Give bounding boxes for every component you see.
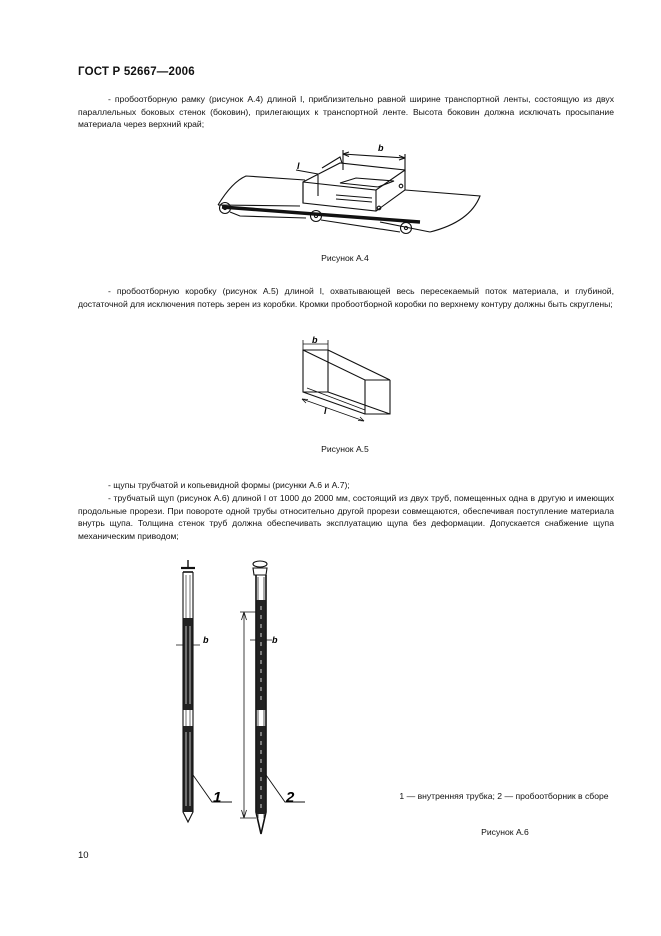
paragraph-box: - пробоотборную коробку (рисунок А.5) длиной l, охватывающей весь пересекаемый поток материала, и глубиной, достаточной для исключения потерь зерен из коробки. Кромки пробоотборной коробки по верхнему контуру должны быть скруглены; bbox=[78, 286, 614, 309]
figure-a6-label-1: 1 bbox=[213, 789, 222, 806]
page-number: 10 bbox=[78, 850, 89, 861]
figure-a5-label-b: b bbox=[312, 335, 318, 345]
figure-a5-caption: Рисунок А.5 bbox=[321, 444, 369, 454]
figure-a5-label-l: l bbox=[324, 406, 327, 416]
figure-a4-caption: Рисунок А.4 bbox=[321, 253, 369, 263]
figure-a6-legend: 1 — внутренняя трубка; 2 — пробоотборник в сборе bbox=[399, 791, 609, 801]
figure-a6-caption: Рисунок А.6 bbox=[481, 827, 529, 837]
paragraph-probes: - щупы трубчатой и копьевидной формы (рисунки А.6 и А.7); bbox=[108, 480, 350, 490]
figure-a4-label-l: l bbox=[297, 161, 300, 171]
paragraph-tube-probe: - трубчатый щуп (рисунок А.6) длиной l от 1000 до 2000 мм, состоящий из двух труб, помещенных одна в другую и имеющих продольные прорези. При повороте одной трубы относительно другой прорези совмещаются, обеспечивая поступление материала внутрь щупа. Толщина стенок труб должна обеспечивать эксплуатацию щупа без деформации. Допускается снабжение щупа механическим приводом; bbox=[78, 493, 614, 541]
figure-a4-label-b: b bbox=[378, 143, 384, 153]
document-header: ГОСТ Р 52667—2006 bbox=[78, 66, 195, 78]
figure-a6-label-b2: b bbox=[272, 635, 278, 645]
figure-a6-label-b1: b bbox=[203, 635, 209, 645]
figure-a6-label-2: 2 bbox=[286, 789, 295, 806]
paragraph-frame: - пробоотборную рамку (рисунок А.4) длиной l, приблизительно равной ширине транспортной ленты, состоящую из двух параллельных боковых стенок (боковин), прилегающих к транспортной ленте. Высота боковин должна исключать просыпание материала через верхний край; bbox=[78, 94, 614, 130]
